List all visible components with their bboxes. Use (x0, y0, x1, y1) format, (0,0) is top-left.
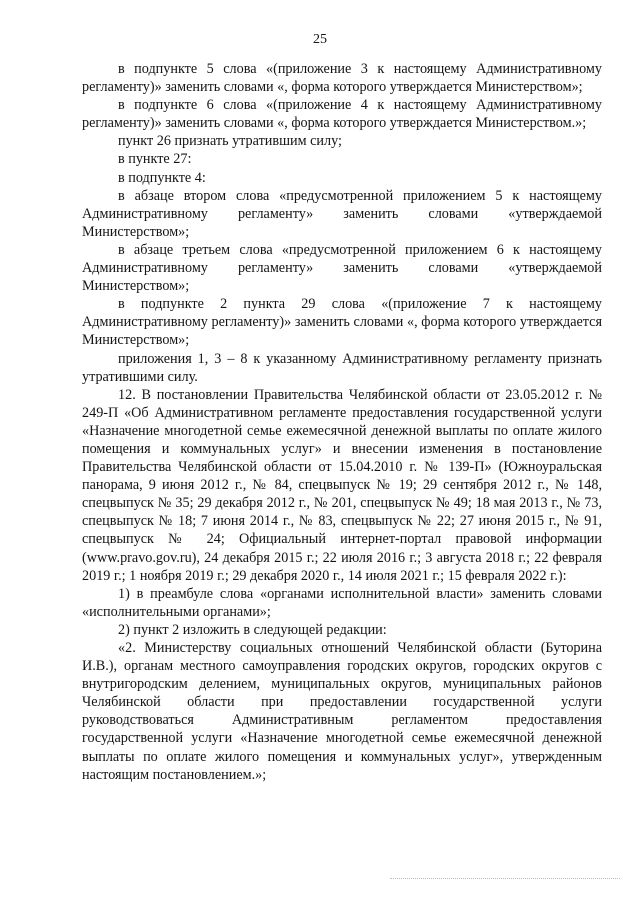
paragraph: в пункте 27: (118, 151, 192, 168)
paragraph: в подпункте 4: (118, 169, 206, 186)
paragraph: пункт 26 признать утратившим силу; (118, 133, 342, 150)
paragraph: в подпункте 6 слова «(приложение 4 к настоящему Административному регламенту)» заменить словами «, форма которого утверждается Министерством.»; (82, 97, 602, 132)
footer-divider (390, 878, 620, 879)
paragraph: в абзаце третьем слова «предусмотренной приложением 6 к настоящему Административному регламенту» заменить словами «утверждаемой Министерством»; (82, 241, 602, 295)
document-body (82, 60, 602, 784)
paragraph: 12. В постановлении Правительства Челябинской области от 23.05.2012 г. № 249-П «Об Административном регламенте предоставления государственной услуги «Назначение многодетной семье ежемесячной денежной выплаты по оплате жилого помещения и коммунальных услуг» и внесении изменения в постановление Правительства Челябинской области от 15.04.2010 г. № 139-П» (Южноуральская панорама, 9 июня 2012 г., № 84, спецвыпуск № 19; 29 сентября 2012 г., № 148, спецвыпуск № 35; 29 декабря 2012 г., № 201, спецвыпуск № 49; 18 мая 2013 г., № 73, спецвыпуск № 18; 7 июня 2014 г., № 83, спецвыпуск № 22; 27 июня 2015 г., № 91, спецвыпуск № 24; Официальный интернет-портал правовой информации (www.pravo.gov.ru), 24 декабря 2015 г.; 22 июля 2016 г.; 3 августа 2018 г.; 22 февраля 2019 г.; 1 ноября 2019 г.; 29 декабря 2020 г., 14 июля 2021 г.; 15 февраля 2022 г.): (82, 386, 602, 584)
page-number: 25 (313, 32, 327, 47)
paragraph: в абзаце втором слова «предусмотренной приложением 5 к настоящему Административному регламенту» заменить словами «утверждаемой Министерством»; (82, 187, 602, 240)
paragraph: 1) в преамбуле слова «органами исполнительной власти» заменить словами «исполнительными органами»; (82, 585, 602, 620)
paragraph: «2. Министерству социальных отношений Челябинской области (Буторина И.В.), органам местного самоуправления городских округов, городских округов с внутригородским делением, муниципальных округов, муниципальных районов Челябинской области при предоставлении государственной услуги руководствоваться Административным регламентом предоставления государственной услуги «Назначение многодетной семье ежемесячной денежной выплаты по оплате жилого помещения и коммунальных услуг», утвержденным настоящим постановлением.»; (82, 640, 602, 783)
paragraph: в подпункте 5 слова «(приложение 3 к настоящему Административному регламенту)» заменить словами «, форма которого утверждается Министерством»; (82, 61, 602, 96)
paragraph: в подпункте 2 пункта 29 слова «(приложение 7 к настоящему Административному регламенту)» заменить словами «, форма которого утверждается Министерством»; (82, 296, 602, 349)
paragraph: приложения 1, 3 – 8 к указанному Административному регламенту признать утратившими силу. (82, 350, 602, 385)
paragraph: 2) пункт 2 изложить в следующей редакции: (118, 621, 387, 638)
